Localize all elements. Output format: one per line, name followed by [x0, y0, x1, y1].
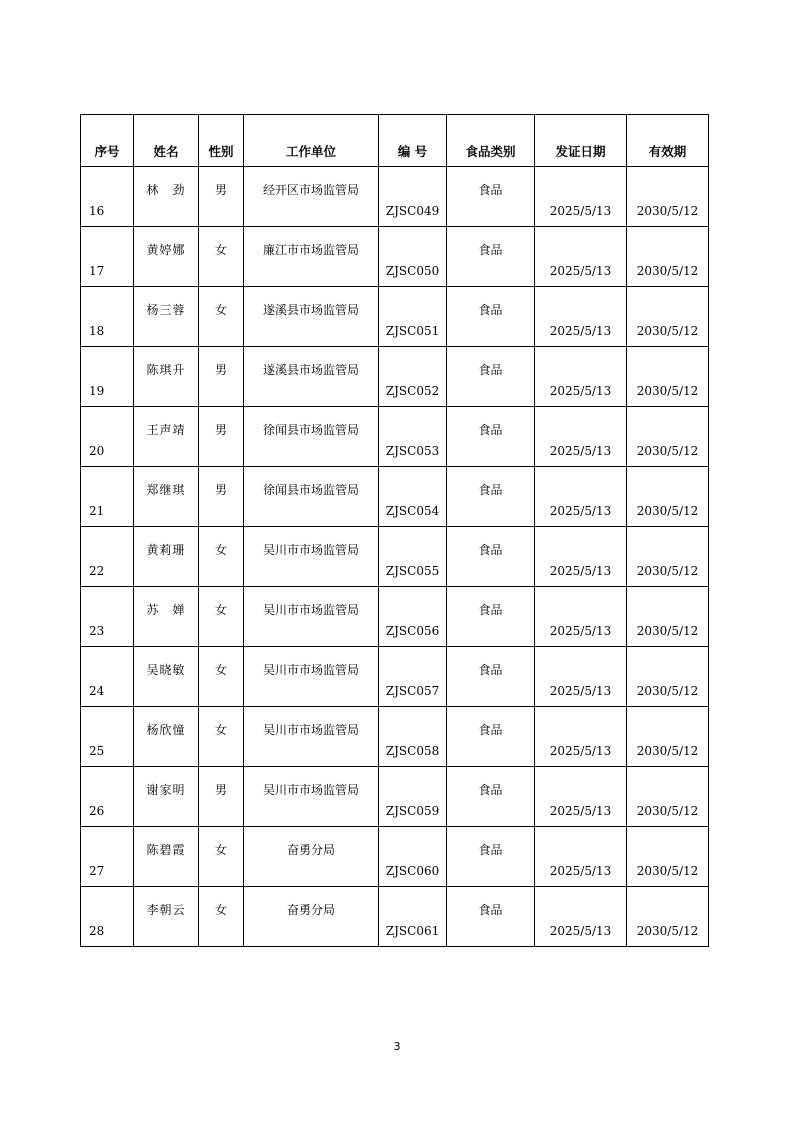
header-unit: 工作单位 — [244, 115, 379, 167]
cell-issue-date: 2025/5/13 — [535, 467, 627, 527]
cell-gender: 女 — [199, 707, 244, 767]
cell-name: 陈碧霞 — [134, 827, 199, 887]
header-code: 编 号 — [379, 115, 447, 167]
cell-code: ZJSC061 — [379, 887, 447, 947]
cell-valid-until: 2030/5/12 — [627, 527, 709, 587]
cell-category: 食品 — [447, 287, 535, 347]
cell-issue-date: 2025/5/13 — [535, 167, 627, 227]
cell-unit: 奋勇分局 — [244, 827, 379, 887]
cell-category: 食品 — [447, 407, 535, 467]
table-row — [81, 527, 709, 587]
cell-code: ZJSC059 — [379, 767, 447, 827]
cell-name: 杨欣憧 — [134, 707, 199, 767]
cell-seq: 28 — [81, 887, 134, 947]
cell-valid-until: 2030/5/12 — [627, 647, 709, 707]
cell-unit: 遂溪县市场监管局 — [244, 347, 379, 407]
cell-seq: 25 — [81, 707, 134, 767]
cell-name: 林 劲 — [134, 167, 199, 227]
header-category: 食品类别 — [447, 115, 535, 167]
cell-gender: 女 — [199, 647, 244, 707]
cell-gender: 男 — [199, 467, 244, 527]
table-row — [81, 167, 709, 227]
table-row — [81, 227, 709, 287]
cell-valid-until: 2030/5/12 — [627, 467, 709, 527]
cell-code: ZJSC057 — [379, 647, 447, 707]
table-row — [81, 707, 709, 767]
cell-gender: 男 — [199, 347, 244, 407]
cell-valid-until: 2030/5/12 — [627, 407, 709, 467]
cell-seq: 27 — [81, 827, 134, 887]
cell-category: 食品 — [447, 347, 535, 407]
cell-unit: 廉江市市场监管局 — [244, 227, 379, 287]
table-body — [81, 167, 709, 947]
cell-issue-date: 2025/5/13 — [535, 527, 627, 587]
cell-category: 食品 — [447, 587, 535, 647]
table-row — [81, 887, 709, 947]
cell-valid-until: 2030/5/12 — [627, 707, 709, 767]
cell-issue-date: 2025/5/13 — [535, 827, 627, 887]
cell-unit: 吴川市市场监管局 — [244, 707, 379, 767]
cell-name: 苏 婵 — [134, 587, 199, 647]
cell-issue-date: 2025/5/13 — [535, 707, 627, 767]
cell-category: 食品 — [447, 707, 535, 767]
table-row — [81, 287, 709, 347]
cell-code: ZJSC051 — [379, 287, 447, 347]
cell-valid-until: 2030/5/12 — [627, 167, 709, 227]
cell-issue-date: 2025/5/13 — [535, 767, 627, 827]
cell-code: ZJSC055 — [379, 527, 447, 587]
cell-seq: 24 — [81, 647, 134, 707]
cell-seq: 16 — [81, 167, 134, 227]
cell-seq: 21 — [81, 467, 134, 527]
header-gender: 性别 — [199, 115, 244, 167]
cell-gender: 女 — [199, 287, 244, 347]
cell-issue-date: 2025/5/13 — [535, 287, 627, 347]
table-row — [81, 347, 709, 407]
certificate-table — [80, 114, 709, 947]
cell-unit: 遂溪县市场监管局 — [244, 287, 379, 347]
cell-valid-until: 2030/5/12 — [627, 767, 709, 827]
cell-valid-until: 2030/5/12 — [627, 347, 709, 407]
cell-unit: 徐闻县市场监管局 — [244, 407, 379, 467]
header-name: 姓名 — [134, 115, 199, 167]
cell-name: 郑继琪 — [134, 467, 199, 527]
cell-gender: 男 — [199, 167, 244, 227]
cell-name: 黄婷娜 — [134, 227, 199, 287]
cell-seq: 17 — [81, 227, 134, 287]
cell-unit: 吴川市市场监管局 — [244, 647, 379, 707]
cell-name: 吴晓敏 — [134, 647, 199, 707]
cell-unit: 吴川市市场监管局 — [244, 587, 379, 647]
cell-name: 陈琪升 — [134, 347, 199, 407]
cell-seq: 20 — [81, 407, 134, 467]
table-row — [81, 827, 709, 887]
cell-unit: 经开区市场监管局 — [244, 167, 379, 227]
cell-gender: 女 — [199, 227, 244, 287]
table-header-row — [81, 115, 709, 167]
cell-gender: 男 — [199, 767, 244, 827]
cell-valid-until: 2030/5/12 — [627, 587, 709, 647]
cell-unit: 吴川市市场监管局 — [244, 767, 379, 827]
cell-issue-date: 2025/5/13 — [535, 407, 627, 467]
cell-seq: 26 — [81, 767, 134, 827]
cell-valid-until: 2030/5/12 — [627, 887, 709, 947]
cell-issue-date: 2025/5/13 — [535, 347, 627, 407]
cell-category: 食品 — [447, 227, 535, 287]
cell-issue-date: 2025/5/13 — [535, 587, 627, 647]
page-number: 3 — [393, 1040, 401, 1053]
cell-issue-date: 2025/5/13 — [535, 887, 627, 947]
cell-category: 食品 — [447, 527, 535, 587]
cell-issue-date: 2025/5/13 — [535, 227, 627, 287]
cell-gender: 女 — [199, 827, 244, 887]
header-seq: 序号 — [81, 115, 134, 167]
cell-name: 王声靖 — [134, 407, 199, 467]
table-row — [81, 407, 709, 467]
cell-category: 食品 — [447, 887, 535, 947]
cell-gender: 男 — [199, 407, 244, 467]
cell-unit: 徐闻县市场监管局 — [244, 467, 379, 527]
cell-name: 杨三蓉 — [134, 287, 199, 347]
cell-seq: 23 — [81, 587, 134, 647]
cell-category: 食品 — [447, 827, 535, 887]
cell-code: ZJSC060 — [379, 827, 447, 887]
header-issue-date: 发证日期 — [535, 115, 627, 167]
cell-valid-until: 2030/5/12 — [627, 827, 709, 887]
cell-code: ZJSC054 — [379, 467, 447, 527]
cell-unit: 吴川市市场监管局 — [244, 527, 379, 587]
cell-seq: 18 — [81, 287, 134, 347]
cell-gender: 女 — [199, 587, 244, 647]
cell-code: ZJSC049 — [379, 167, 447, 227]
table-row — [81, 587, 709, 647]
cell-gender: 女 — [199, 527, 244, 587]
cell-name: 黄莉珊 — [134, 527, 199, 587]
cell-name: 谢家明 — [134, 767, 199, 827]
cell-seq: 22 — [81, 527, 134, 587]
cell-category: 食品 — [447, 167, 535, 227]
cell-code: ZJSC058 — [379, 707, 447, 767]
cell-category: 食品 — [447, 647, 535, 707]
cell-issue-date: 2025/5/13 — [535, 647, 627, 707]
cell-category: 食品 — [447, 767, 535, 827]
cell-code: ZJSC056 — [379, 587, 447, 647]
table-row — [81, 767, 709, 827]
cell-seq: 19 — [81, 347, 134, 407]
table-row — [81, 467, 709, 527]
cell-code: ZJSC052 — [379, 347, 447, 407]
cell-gender: 女 — [199, 887, 244, 947]
header-valid-until: 有效期 — [627, 115, 709, 167]
cell-valid-until: 2030/5/12 — [627, 287, 709, 347]
table-row — [81, 647, 709, 707]
cell-category: 食品 — [447, 467, 535, 527]
cell-valid-until: 2030/5/12 — [627, 227, 709, 287]
cell-code: ZJSC050 — [379, 227, 447, 287]
cell-unit: 奋勇分局 — [244, 887, 379, 947]
cell-code: ZJSC053 — [379, 407, 447, 467]
cell-name: 李朝云 — [134, 887, 199, 947]
